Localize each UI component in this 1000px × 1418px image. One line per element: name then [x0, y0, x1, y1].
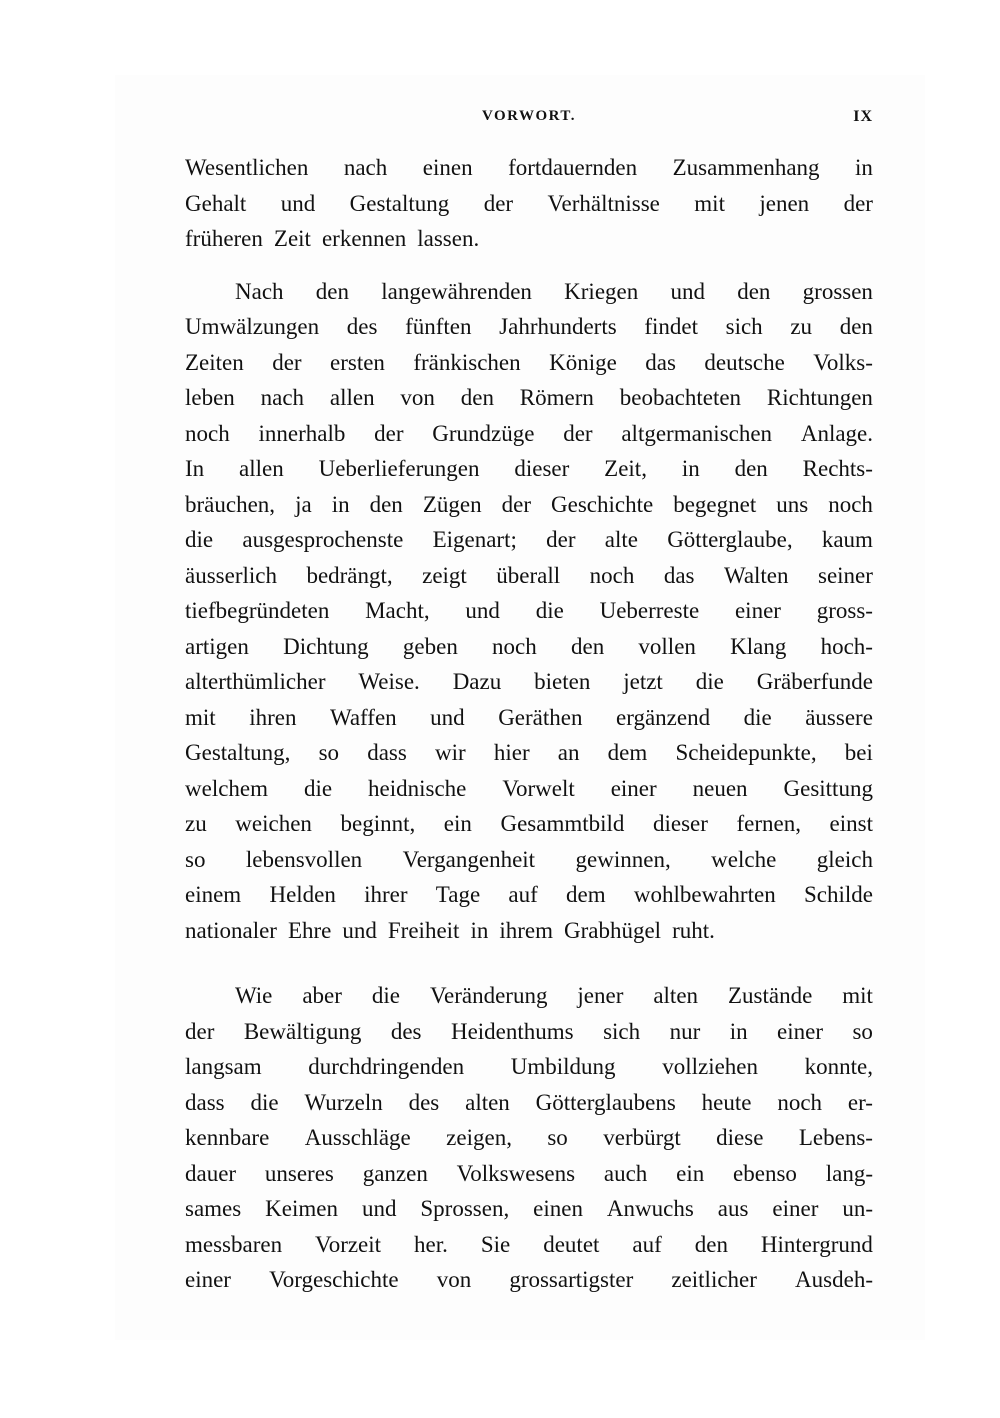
text-line: einem Helden ihrer Tage auf dem wohlbewahrten Schilde [185, 882, 873, 907]
text-line: Wie aber die Veränderung jener alten Zustände mit [235, 983, 873, 1008]
text-line: früheren Zeit erkennen lassen. [185, 226, 480, 251]
text-line: zu weichen beginnt, ein Gesammtbild dieser fernen, einst [185, 811, 873, 836]
paragraph [185, 978, 873, 1298]
text-line: nationaler Ehre und Freiheit in ihrem Grabhügel ruht. [185, 917, 715, 943]
text-line: In allen Ueberlieferungen dieser Zeit, in den Rechts- [185, 456, 873, 481]
text-line: noch innerhalb der Grundzüge der altgermanischen Anlage. [185, 420, 873, 446]
text-line: so lebensvollen Vergangenheit gewinnen, welche gleich [185, 846, 873, 872]
paragraph [185, 150, 873, 257]
text-line: Gehalt und Gestaltung der Verhältnisse mit jenen der [185, 190, 873, 216]
text-line: bräuchen, ja in den Zügen der Geschichte begegnet uns noch [185, 491, 873, 517]
text-line: einer Vorgeschichte von grossartigster zeitlicher Ausdeh- [185, 1267, 873, 1292]
text-line: welchem die heidnische Vorwelt einer neuen Gesittung [185, 775, 873, 801]
text-line: messbaren Vorzeit her. Sie deutet auf den Hintergrund [185, 1231, 873, 1257]
text-line: äusserlich bedrängt, zeigt überall noch das Walten seiner [185, 562, 873, 588]
text-line: tiefbegründeten Macht, und die Ueberreste einer gross- [185, 598, 873, 623]
text-line: dauer unseres ganzen Volkswesens auch ein ebenso lang- [185, 1160, 873, 1186]
text-line: artigen Dichtung geben noch den vollen Klang hoch- [185, 633, 873, 659]
text-line: Nach den langewährenden Kriegen und den grossen [235, 278, 873, 304]
paragraph [185, 274, 873, 949]
body-text [185, 150, 873, 1298]
text-line: kennbare Ausschläge zeigen, so verbürgt diese Lebens- [185, 1125, 873, 1150]
text-line: sames Keimen und Sprossen, einen Anwuchs aus einer un- [185, 1196, 873, 1221]
text-line: alterthümlicher Weise. Dazu bieten jetzt die Gräberfunde [185, 669, 873, 694]
text-line: leben nach allen von den Römern beobachteten Richtungen [185, 385, 873, 410]
text-line: langsam durchdringenden Umbildung vollziehen konnte, [185, 1054, 873, 1079]
text-line: Umwälzungen des fünften Jahrhunderts findet sich zu den [185, 314, 873, 339]
page-number: IX [853, 108, 873, 125]
running-head: VORWORT. [481, 108, 577, 124]
text-line: der Bewältigung des Heidenthums sich nur in einer so [185, 1018, 873, 1044]
text-line: Zeiten der ersten fränkischen Könige das deutsche Volks- [185, 349, 873, 375]
text-line: Gestaltung, so dass wir hier an dem Scheidepunkte, bei [185, 740, 873, 765]
text-line: Wesentlichen nach einen fortdauernden Zusammenhang in [185, 155, 873, 180]
text-line: die ausgesprochenste Eigenart; der alte Götterglaube, kaum [185, 527, 873, 552]
text-line: dass die Wurzeln des alten Götterglaubens heute noch er- [185, 1089, 873, 1115]
text-line: mit ihren Waffen und Geräthen ergänzend die äussere [185, 704, 873, 730]
page-header [185, 108, 873, 132]
